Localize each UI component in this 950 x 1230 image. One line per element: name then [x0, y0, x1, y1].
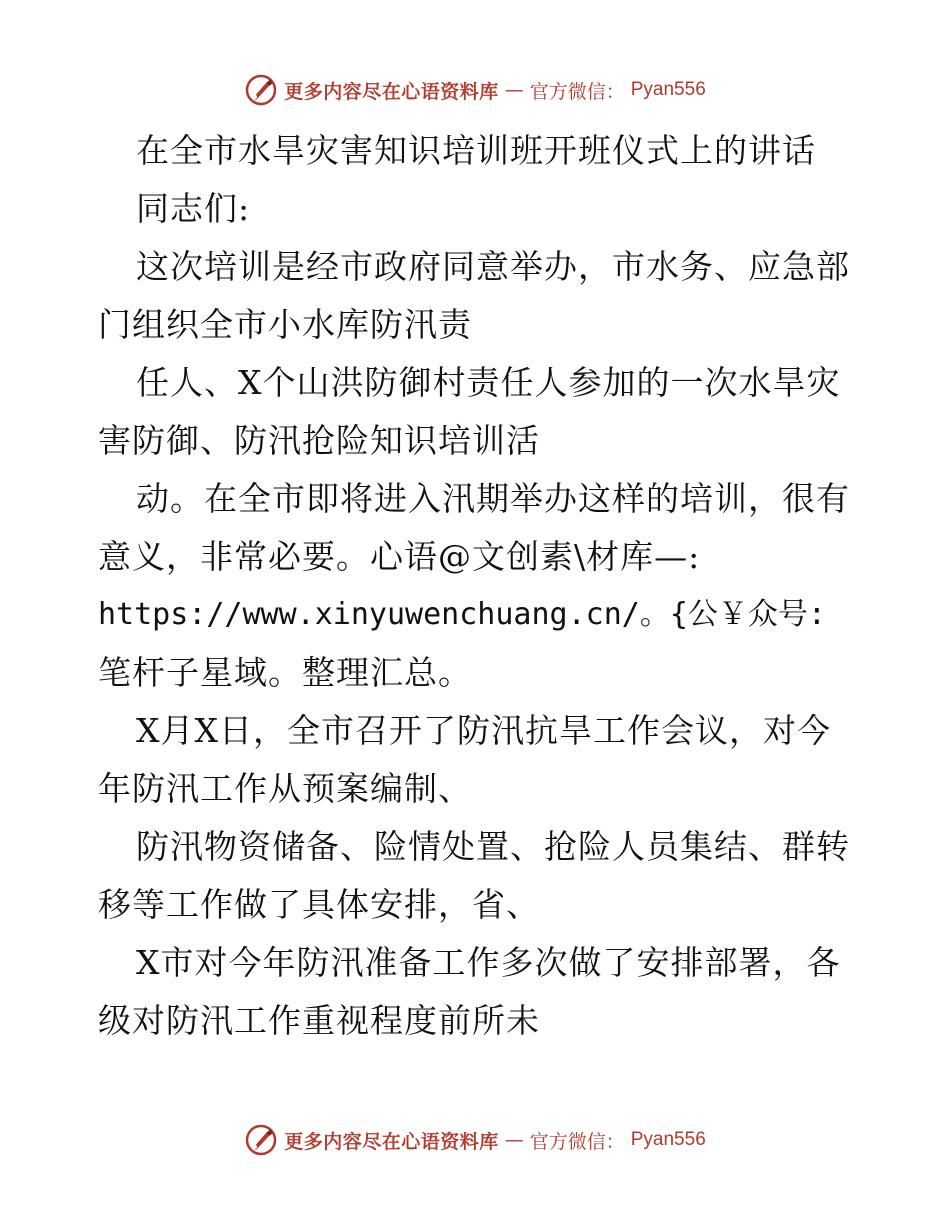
document-title: 在全市水旱灾害知识培训班开班仪式上的讲话 — [136, 131, 816, 170]
salutation: 同志们: — [136, 189, 251, 228]
paragraph-line: 年防汛工作从预案编制、 — [98, 769, 472, 808]
paragraph-line: 这次培训是经市政府同意举办，市水务、应急部 — [136, 247, 850, 286]
paragraph-line: 任人、X个山洪防御村责任人参加的一次水旱灾 — [136, 363, 841, 402]
paragraph-line-url: https://www.xinyuwenchuang.cn/。{公￥众号: — [98, 597, 826, 632]
banner-account-id: Pyan556 — [630, 1129, 706, 1150]
banner-separator: — — [504, 1129, 524, 1151]
paragraph-line: 防汛物资储备、险情处置、抢险人员集结、群转 — [136, 827, 850, 866]
banner-official-label: 官方微信： — [529, 80, 625, 103]
banner-brand-text: 更多内容尽在心语资料库 — [284, 1130, 499, 1153]
banner-separator: — — [504, 79, 524, 101]
footer-banner — [0, 1120, 950, 1160]
paragraph-line: 笔杆子星域。整理汇总。 — [98, 653, 472, 692]
paragraph-line: 动。在全市即将进入汛期举办这样的培训，很有 — [136, 479, 850, 518]
paragraph-line: 级对防汛工作重视程度前所未 — [98, 1001, 540, 1040]
banner-account-id: Pyan556 — [630, 79, 706, 100]
banner-brand-text: 更多内容尽在心语资料库 — [284, 80, 499, 103]
paragraph-line: 意义，非常必要。心语@文创素\材库—: — [98, 537, 701, 576]
document-body — [98, 122, 858, 1050]
banner-official-label: 官方微信： — [529, 1130, 625, 1153]
quill-pen-logo-icon — [244, 73, 278, 107]
paragraph-line: 害防御、防汛抢险知识培训活 — [98, 421, 540, 460]
paragraph-line: X市对今年防汛准备工作多次做了安排部署，各 — [136, 943, 841, 982]
quill-pen-logo-icon — [244, 1123, 278, 1157]
paragraph-line: 移等工作做了具体安排，省、 — [98, 885, 540, 924]
header-banner — [0, 70, 950, 110]
paragraph-line: X月X日，全市召开了防汛抗旱工作会议，对今 — [136, 711, 831, 750]
paragraph-line: 门组织全市小水库防汛责 — [98, 305, 472, 344]
